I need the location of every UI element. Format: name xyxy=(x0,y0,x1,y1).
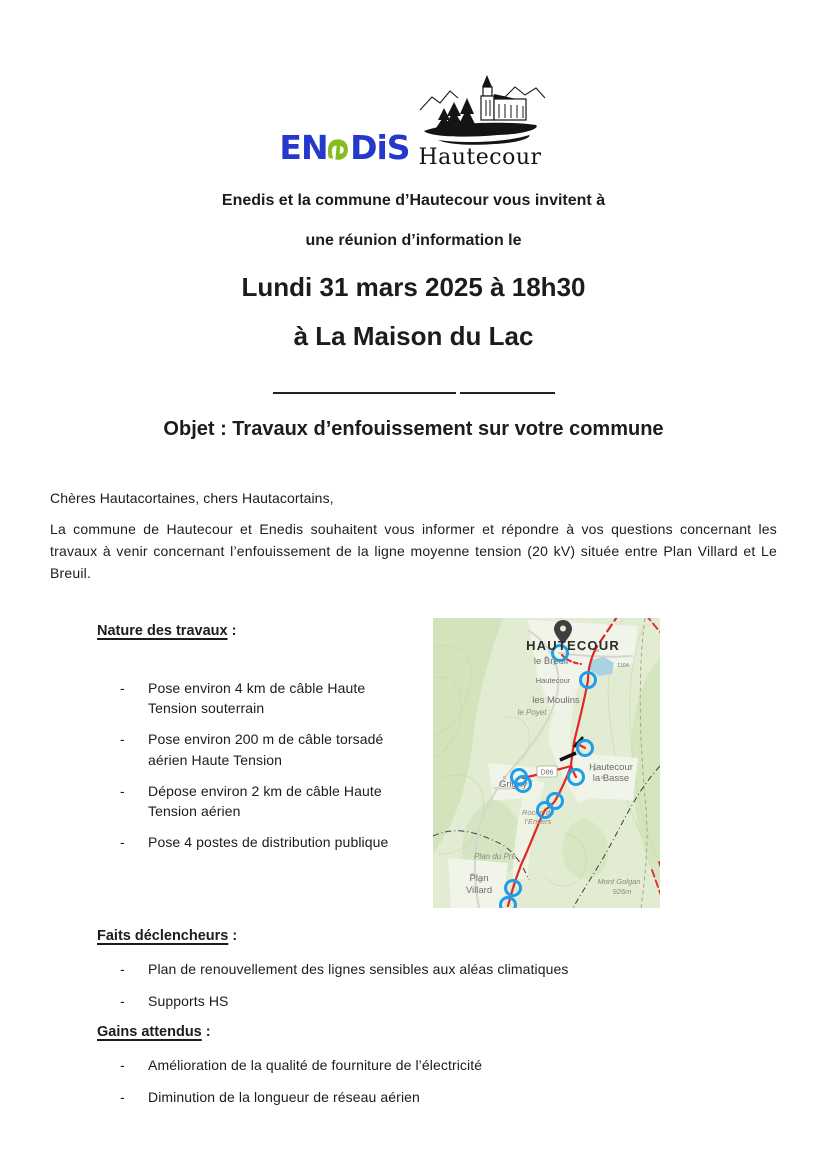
bullet-dash: - xyxy=(120,992,125,1009)
logo-row xyxy=(0,72,827,170)
enedis-text-dis: DiS xyxy=(350,128,410,168)
triggers-bullet-list xyxy=(97,959,777,1012)
triggers-heading xyxy=(97,927,777,947)
map-label-plan-du-pre: Plan du Pré xyxy=(474,852,516,862)
greeting-line: Chères Hautacortaines, chers Hautacortains, xyxy=(50,489,334,506)
map-label-hautecour-small: Hautecour xyxy=(535,676,571,686)
hautecour-logo-label: Hautecour xyxy=(418,145,542,170)
hautecour-logo xyxy=(416,74,548,170)
benefits-heading xyxy=(97,1023,777,1043)
bullet-dash: - xyxy=(120,1056,125,1073)
nature-bullet-list xyxy=(97,678,392,853)
map-label-mont-golgan-2: 926m xyxy=(612,887,632,897)
road-badge-label: D86 xyxy=(540,769,554,777)
heading-colon: : xyxy=(201,1024,211,1041)
list-item xyxy=(120,781,392,822)
map-label-les-moulins: les Moulins xyxy=(532,695,580,707)
divider-segment-short xyxy=(460,392,555,394)
divider-segment-long xyxy=(273,392,456,394)
bullet-text: Pose environ 200 m de câble torsadé aérien Haute Tension xyxy=(148,731,384,768)
invite-line-1: Enedis et la commune d’Hautecour vous invitent à xyxy=(221,192,606,209)
bullet-dash: - xyxy=(120,834,125,851)
list-item xyxy=(120,1087,777,1107)
nature-column xyxy=(97,622,397,853)
bullet-dash: - xyxy=(120,731,125,748)
subject-line: Objet : Travaux d’enfouissement sur votre commune xyxy=(163,417,664,440)
bullet-dash: - xyxy=(120,960,125,977)
map-label-le-breuil: le Breuil xyxy=(533,656,569,668)
nature-heading-text: Nature des travaux xyxy=(97,623,228,640)
benefits-heading-text: Gains attendus xyxy=(97,1024,202,1041)
bullet-text: Plan de renouvellement des lignes sensibles aux aléas climatiques xyxy=(148,960,569,977)
map-label-plan-villard-1: Plan xyxy=(469,873,489,885)
triggers-heading-text: Faits déclencheurs xyxy=(97,928,229,945)
benefits-section xyxy=(97,1023,777,1107)
map-label-roche-1: Roche de xyxy=(521,808,555,818)
map-label-mont-golgan-1: Mont Golgan xyxy=(597,877,641,887)
list-item xyxy=(120,991,777,1011)
route-map-image xyxy=(433,618,660,908)
list-item xyxy=(120,959,777,979)
bullet-dash: - xyxy=(120,679,125,696)
event-date: Lundi 31 mars 2025 à 18h30 xyxy=(241,272,586,303)
invite-line-2: une réunion d’information le xyxy=(305,232,522,250)
map-label-roche-2: l’Envers xyxy=(524,817,552,827)
bullet-dash: - xyxy=(120,782,125,799)
triggers-section xyxy=(97,927,777,1011)
bullet-text: Pose 4 postes de distribution publique xyxy=(148,834,389,851)
enedis-text-en: EN xyxy=(279,128,328,168)
pine-trees-icon xyxy=(436,98,476,128)
church-icon xyxy=(481,75,526,120)
map-label-la-basse-2: la Basse xyxy=(592,773,630,785)
event-location: à La Maison du Lac xyxy=(293,320,534,351)
divider-line xyxy=(0,392,827,394)
list-item xyxy=(120,678,392,719)
enedis-green-e-icon: e xyxy=(318,136,360,163)
list-item xyxy=(120,832,392,852)
road-badge xyxy=(537,766,557,777)
body-area xyxy=(50,488,777,1108)
map-label-plan-villard-2: Villard xyxy=(465,885,493,897)
bullet-text: Supports HS xyxy=(148,992,229,1009)
works-section xyxy=(50,622,777,914)
route-map xyxy=(433,618,660,908)
map-label-la-basse-1: Hautecour xyxy=(589,762,633,774)
nature-heading xyxy=(97,622,397,642)
heading-colon: : xyxy=(228,928,238,945)
bullet-dash: - xyxy=(120,1089,125,1106)
bullet-text: Pose environ 4 km de câble Haute Tension souterrain xyxy=(148,679,366,716)
enedis-logo xyxy=(279,128,410,170)
intro-paragraph: La commune de Hautecour et Enedis souhaitent vous informer et répondre à vos questions concernant les travaux à venir concernant l’enfouissement de la ligne moyenne tension (20 kV) située entre Plan Villard et Le Breuil. xyxy=(50,521,777,582)
map-title: HAUTECOUR xyxy=(526,638,620,654)
heading-colon: : xyxy=(227,623,237,640)
list-item xyxy=(120,1055,777,1075)
map-label-elevation: 1104 xyxy=(617,663,629,670)
benefits-bullet-list xyxy=(97,1055,777,1108)
map-label-grigny: Grigny xyxy=(499,779,527,791)
bullet-text: Dépose environ 2 km de câble Haute Tension aérien xyxy=(148,782,382,820)
list-item xyxy=(120,729,392,770)
bullet-text: Amélioration de la qualité de fourniture de l’électricité xyxy=(148,1056,483,1073)
map-label-le-poyet: le Poyet xyxy=(517,708,547,718)
bullet-text: Diminution de la longueur de réseau aérien xyxy=(148,1089,420,1106)
